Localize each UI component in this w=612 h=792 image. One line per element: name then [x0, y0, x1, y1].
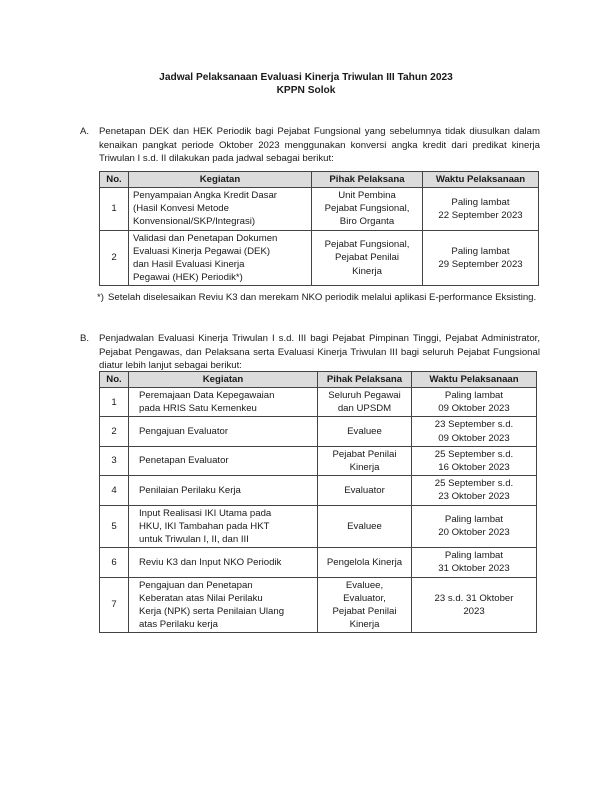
footnote [97, 291, 542, 305]
cell-pihak-pelaksana [318, 476, 412, 505]
cell-pihak-pelaksana [312, 230, 423, 286]
cell-no: 1 [100, 388, 129, 417]
cell-waktu-pelaksanaan-line: 23 September s.d. [434, 419, 514, 431]
cell-waktu-pelaksanaan-line: 20 Oktober 2023 [438, 527, 510, 539]
cell-pihak-pelaksana-line: Biro Organta [339, 216, 395, 228]
cell-waktu-pelaksanaan-line: Paling lambat [451, 196, 510, 208]
title-line-2: KPPN Solok [276, 85, 336, 96]
cell-waktu-pelaksanaan [412, 417, 537, 446]
table-b [99, 371, 537, 633]
cell-kegiatan-line: Peremajaan Data Kepegawaian [139, 390, 275, 401]
cell-kegiatan [129, 577, 318, 633]
cell-pihak-pelaksana-line: Evaluator, [343, 592, 386, 604]
cell-pihak-pelaksana-line: Pejabat Penilai [332, 448, 397, 460]
header-no: No. [100, 172, 129, 188]
cell-pihak-pelaksana-line: Unit Pembina [338, 190, 396, 201]
cell-no: 6 [100, 548, 129, 577]
cell-kegiatan-line: atas Perilaku kerja [139, 619, 218, 631]
section-b-marker: B. [80, 333, 90, 344]
cell-kegiatan-line: Konvensional/SKP/Integrasi) [133, 216, 256, 228]
cell-kegiatan-line: Penetapan Evaluator [139, 455, 229, 467]
cell-pihak-pelaksana [318, 446, 412, 475]
cell-pihak-pelaksana-line: Pejabat Penilai [332, 606, 397, 618]
cell-kegiatan-line: Input Realisasi IKI Utama pada [139, 507, 272, 519]
cell-waktu-pelaksanaan-line: 09 Oktober 2023 [438, 403, 510, 415]
table-b-body [100, 388, 537, 633]
cell-waktu-pelaksanaan [412, 577, 537, 633]
cell-pihak-pelaksana [318, 417, 412, 446]
cell-waktu-pelaksanaan [412, 505, 537, 548]
cell-no: 2 [100, 230, 129, 286]
cell-pihak-pelaksana-line: Evaluee, [345, 579, 384, 591]
cell-kegiatan-line: Evaluasi Kinerja Pegawai (DEK) [133, 245, 271, 257]
cell-waktu-pelaksanaan-line: 2023 [463, 606, 485, 618]
cell-pihak-pelaksana [318, 505, 412, 548]
cell-kegiatan [129, 505, 318, 548]
header-no: No. [100, 372, 129, 388]
cell-kegiatan-line: HKU, IKI Tambahan pada HKT [139, 520, 270, 532]
section-a-text: Penetapan DEK dan HEK Periodik bagi Pejabat Fungsional yang sebelumnya tidak diusulkan dalam kenaikan pangkat periode Oktober 2023 menggunakan konversi angka kredit dari predikat kinerja Triwulan I s.d. II dilakukan pada jadwal sebagai berikut: [99, 126, 540, 164]
cell-pihak-pelaksana-line: Kinerja [352, 265, 382, 277]
cell-no: 5 [100, 505, 129, 548]
cell-pihak-pelaksana-line: Pejabat Penilai [334, 252, 399, 264]
cell-pihak-pelaksana-line: Pengelola Kinerja [326, 556, 403, 568]
cell-pihak-pelaksana-line: Pejabat Fungsional, [324, 239, 410, 251]
header-kegiatan: Kegiatan [129, 172, 312, 188]
header-waktu: Waktu Pelaksanaan [412, 372, 537, 388]
table-row [100, 230, 539, 286]
cell-kegiatan-line: Validasi dan Penetapan Dokumen [133, 232, 278, 244]
table-a-body [100, 188, 539, 286]
cell-kegiatan-line: Pengajuan dan Penetapan [139, 579, 253, 591]
cell-pihak-pelaksana-line: Evaluee [347, 520, 382, 532]
cell-no: 7 [100, 577, 129, 633]
header-pihak: Pihak Pelaksana [312, 172, 423, 188]
cell-waktu-pelaksanaan-line: 23 Oktober 2023 [438, 491, 510, 503]
cell-no: 2 [100, 417, 129, 446]
section-a-intro [80, 125, 540, 166]
cell-waktu-pelaksanaan-line: 16 Oktober 2023 [438, 462, 510, 474]
cell-kegiatan-line: (Hasil Konvesi Metode [133, 203, 229, 215]
cell-waktu-pelaksanaan-line: 23 s.d. 31 Oktober [434, 592, 514, 604]
cell-kegiatan-line: Keberatan atas Nilai Perilaku [139, 592, 263, 604]
cell-pihak-pelaksana-line: Seluruh Pegawai [328, 390, 401, 401]
cell-no: 4 [100, 476, 129, 505]
cell-waktu-pelaksanaan-line: Paling lambat [451, 245, 510, 257]
cell-kegiatan [129, 446, 318, 475]
table-row [100, 505, 537, 548]
table-row [100, 577, 537, 633]
section-b-intro [80, 332, 540, 373]
cell-kegiatan-line: Reviu K3 dan Input NKO Periodik [139, 556, 282, 568]
cell-waktu-pelaksanaan [412, 388, 537, 417]
footnote-text: Setelah diselesaikan Reviu K3 dan merekam NKO periodik melalui aplikasi E-performance Eksisting. [108, 292, 537, 303]
footnote-mark: *) [97, 292, 104, 303]
header-waktu: Waktu Pelaksanaan [423, 172, 539, 188]
table-a [99, 171, 539, 286]
table-row [100, 476, 537, 505]
cell-waktu-pelaksanaan-line: 25 September s.d. [434, 448, 514, 460]
table-row [100, 446, 537, 475]
cell-waktu-pelaksanaan-line: 31 Oktober 2023 [438, 563, 510, 575]
cell-pihak-pelaksana-line: Evaluator [344, 484, 385, 496]
cell-waktu-pelaksanaan-line: Paling lambat [444, 550, 504, 562]
cell-waktu-pelaksanaan-line: 09 Oktober 2023 [438, 432, 510, 444]
cell-waktu-pelaksanaan-line: 25 September s.d. [434, 478, 514, 490]
cell-pihak-pelaksana-line: Kinerja [349, 462, 380, 474]
cell-waktu-pelaksanaan [412, 476, 537, 505]
cell-kegiatan [129, 230, 312, 286]
table-row [100, 417, 537, 446]
cell-waktu-pelaksanaan-line: 29 September 2023 [438, 259, 523, 271]
document-title [0, 71, 612, 97]
cell-kegiatan-line: Pengajuan Evaluator [139, 426, 229, 437]
cell-kegiatan-line: pada HRIS Satu Kemenkeu [139, 403, 257, 415]
cell-kegiatan-line: Pegawai (HEK) Periodik*) [133, 272, 243, 284]
cell-pihak-pelaksana [318, 577, 412, 633]
cell-kegiatan-line: Penyampaian Angka Kredit Dasar [133, 190, 277, 201]
table-a-header-row [100, 172, 539, 188]
cell-waktu-pelaksanaan [412, 548, 537, 577]
table-row [100, 388, 537, 417]
cell-pihak-pelaksana-line: dan UPSDM [337, 403, 392, 415]
header-pihak: Pihak Pelaksana [318, 372, 412, 388]
cell-kegiatan [129, 188, 312, 231]
header-kegiatan: Kegiatan [129, 372, 318, 388]
cell-kegiatan-line: dan Hasil Evaluasi Kinerja [133, 259, 245, 271]
cell-kegiatan [129, 548, 318, 577]
cell-kegiatan-line: Kerja (NPK) serta Penilaian Ulang [139, 606, 285, 618]
cell-no: 1 [100, 188, 129, 231]
cell-kegiatan [129, 417, 318, 446]
cell-pihak-pelaksana [318, 548, 412, 577]
cell-waktu-pelaksanaan [412, 446, 537, 475]
cell-pihak-pelaksana-line: Kinerja [349, 619, 380, 631]
section-b-text: Penjadwalan Evaluasi Kinerja Triwulan I s.d. III bagi Pejabat Pimpinan Tinggi, Pejabat Administrator, Pejabat Pengawas, dan Pelaksana serta Evaluasi Kinerja Triwulan III bagi seluruh Pejabat Fungsional diatur lebih lanjut sebagai berikut: [99, 333, 540, 371]
cell-waktu-pelaksanaan-line: Paling lambat [444, 390, 504, 401]
table-row [100, 548, 537, 577]
cell-kegiatan-line: untuk Triwulan I, II, dan III [139, 534, 249, 546]
section-a-marker: A. [80, 126, 90, 137]
cell-waktu-pelaksanaan-line: 22 September 2023 [438, 209, 523, 221]
cell-kegiatan [129, 476, 318, 505]
table-b-header-row [100, 372, 537, 388]
cell-kegiatan [129, 388, 318, 417]
cell-pihak-pelaksana [318, 388, 412, 417]
cell-no: 3 [100, 446, 129, 475]
cell-kegiatan-line: Penilaian Perilaku Kerja [139, 484, 241, 496]
cell-waktu-pelaksanaan-line: Paling lambat [444, 514, 504, 526]
cell-pihak-pelaksana [312, 188, 423, 231]
table-row [100, 188, 539, 231]
title-line-1: Jadwal Pelaksanaan Evaluasi Kinerja Triwulan III Tahun 2023 [159, 72, 453, 83]
cell-pihak-pelaksana-line: Evaluee [347, 426, 382, 437]
cell-waktu-pelaksanaan [423, 230, 539, 286]
cell-pihak-pelaksana-line: Pejabat Fungsional, [324, 203, 410, 215]
cell-waktu-pelaksanaan [423, 188, 539, 231]
